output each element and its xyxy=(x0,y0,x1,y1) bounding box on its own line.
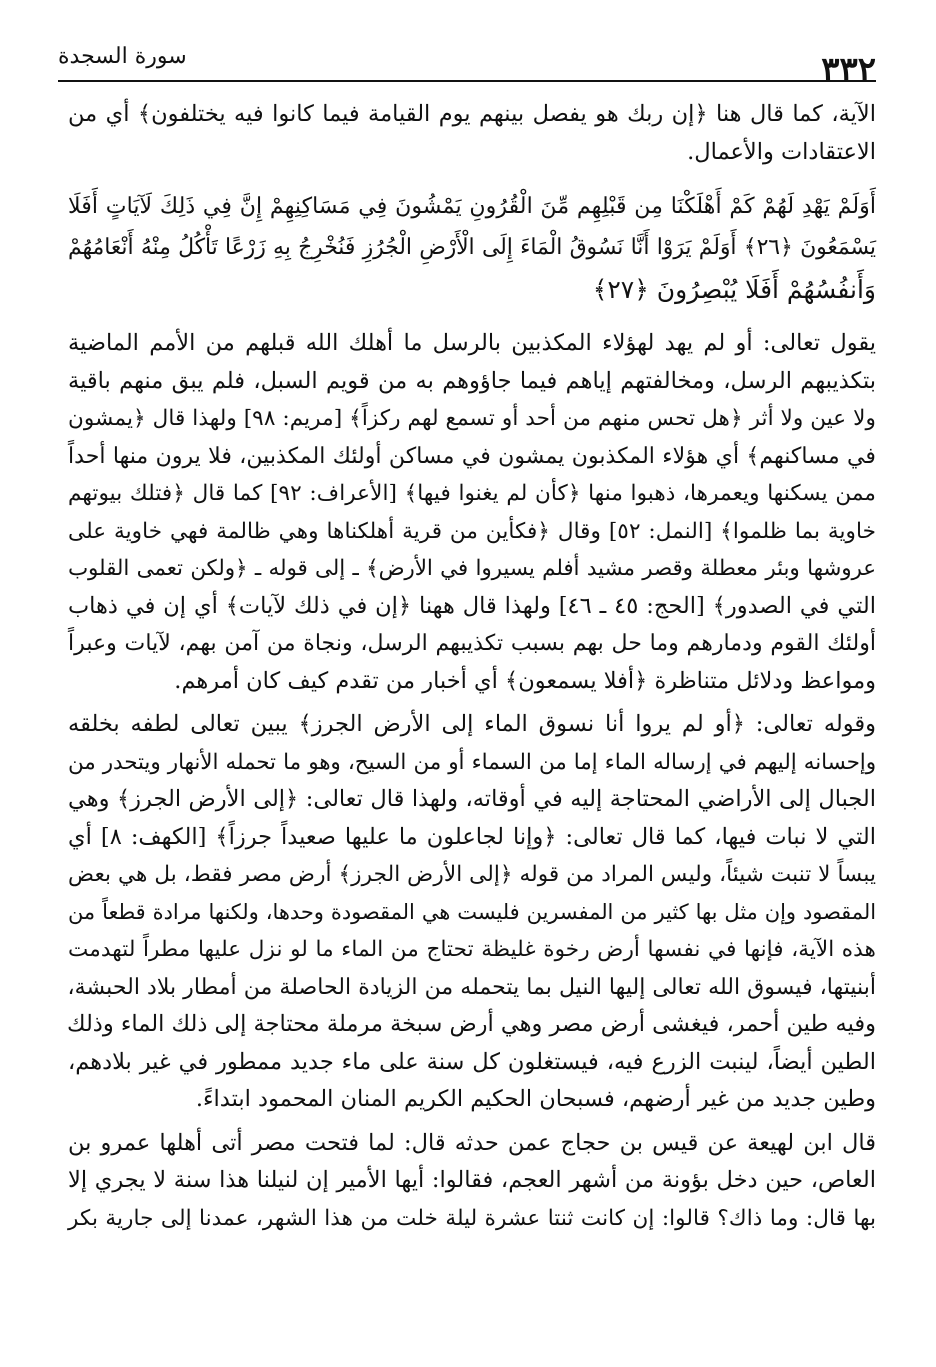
page-body xyxy=(68,96,876,1237)
verse-line: وَأَنفُسُهُمْ أَفَلَا يُبْصِرُونَ ﴿٢٧﴾ xyxy=(592,275,876,304)
text-line: ولا عين ولا أثر ﴿هل تحس منهم من أحد أو تسمع لهم ركزاً﴾ [مريم: ٩٨] ولهذا قال ﴿يمشون xyxy=(68,406,877,431)
text-line: الطين أيضاً، لينبت الزرع فيه، فيستغلون كل سنة على ماء جديد ممطور في غير بلادهم، xyxy=(68,1048,876,1075)
text-line: ممن يسكنها ويعمرها، ذهبوا منها ﴿كأن لم يغنوا فيها﴾ [الأعراف: ٩٢] كما قال ﴿فتلك بيوتهم xyxy=(68,481,876,506)
text-line: وطين جديد من غير أرضهم، فسبحان الحكيم الكريم المنان المحمود ابتداءً. xyxy=(195,1086,876,1112)
text-line: أولئك القوم ودمارهم وما حل بهم بسبب تكذيبهم الرسل، ونجاة من آمن بهم، لآيات وعبراً xyxy=(68,630,876,656)
verse-line: أَوَلَمْ يَهْدِ لَهُمْ كَمْ أَهْلَكْنَا مِن قَبْلِهِم مِّنَ الْقُرُونِ يَمْشُونَ فِي مَسَاكِنِهِمْ إِنَّ فِي ذَلِكَ لَآيَاتٍ أَفَلَا xyxy=(68,193,876,219)
page-header xyxy=(58,44,876,94)
verse-line: يَسْمَعُونَ ﴿٢٦﴾ أَوَلَمْ يَرَوْا أَنَّا نَسُوقُ الْمَاءَ إِلَى الْأَرْضِ الْجُرُزِ فَنُخْرِجُ بِهِ زَرْعًا تَأْكُلُ مِنْهُ أَنْعَامُهُمْ xyxy=(68,235,876,260)
text-line: في مساكنهم﴾ أي هؤلاء المكذبون يمشون في مساكن أولئك المكذبين، فلا يرون منها أحداً xyxy=(68,442,876,469)
text-line: الاعتقادات والأعمال. xyxy=(687,138,876,165)
text-line: وفيه طين أحمر، فيغشى أرض مصر وهي أرض سبخة مرملة محتاجة إلى ذلك الماء وذلك xyxy=(66,1011,876,1037)
text-line: بتكذيبهم الرسل، ومخالفتهم إياهم فيما جاؤوهم به من قويم السبل، فلم يبق منهم باقية xyxy=(68,367,876,394)
text-line: وإحسانه إليهم في إرساله الماء إما من السماء أو من السيح، وهو ما تحمله الأنهار ويتحدر من xyxy=(68,749,876,775)
quran-verse-block xyxy=(68,185,876,311)
text-line: هذه الآية، فإنها في نفسها أرض رخوة غليظة تحتاج من الماء ما لو نزل عليها مطراً لتهدمت xyxy=(68,937,876,962)
text-line: أبنيتها، فيسوق الله تعالى إليها النيل بما يتحمله من الزيادة الحاصلة من أمطار بلاد الحبشة، xyxy=(67,973,876,1000)
text-line: يقول تعالى: أو لم يهد لهؤلاء المكذبين بالرسل ما أهلك الله قبلهم من الأمم الماضية xyxy=(68,330,876,356)
intro-paragraph xyxy=(68,96,876,171)
text-line: قال ابن لهيعة عن قيس بن حجاج عمن حدثه قال: لما فتحت مصر أتى أهلها عمرو بن xyxy=(68,1129,876,1156)
page-number: ٣٣٢ xyxy=(821,50,876,90)
header-rule xyxy=(58,80,876,82)
text-line: عروشها وبئر معطلة وقصر مشيد أفلم يسيروا في الأرض﴾ ـ إلى قوله ـ ﴿ولكن تعمى القلوب xyxy=(68,556,876,581)
text-line: بها قال: وما ذاك؟ قالوا: إن كانت ثنتا عشرة ليلة خلت من هذا الشهر، عمدنا إلى جارية بكر xyxy=(68,1205,876,1231)
text-line: المقصود وإن مثل بها كثير من المفسرين فليست هي المقصودة وحدها، ولكنها مرادة قطعاً من xyxy=(68,899,876,924)
commentary-paragraph-1 xyxy=(68,325,876,700)
text-line: الآية، كما قال هنا ﴿إن ربك هو يفصل بينهم يوم القيامة فيما كانوا فيه يختلفون﴾ أي من xyxy=(68,101,876,127)
surah-title: سورة السجدة xyxy=(58,44,187,69)
text-line: الجبال إلى الأراضي المحتاجة إليه في أوقاته، ولهذا قال تعالى: ﴿إلى الأرض الجرز﴾ وهي xyxy=(68,786,876,812)
text-line: ومواعظ ودلائل متناظرة ﴿أفلا يسمعون﴾ أي أخبار من تقدم كيف كان أمرهم. xyxy=(174,667,876,694)
commentary-paragraph-2 xyxy=(68,706,876,1119)
text-line: التي في الصدور﴾ [الحج: ٤٥ ـ ٤٦] ولهذا قال ههنا ﴿إن في ذلك لآيات﴾ أي إن في ذهاب xyxy=(68,592,877,619)
text-line: خاوية بما ظلموا﴾ [النمل: ٥٢] وقال ﴿فكأين من قرية أهلكناها وهي ظالمة فهي خاوية على xyxy=(68,518,876,544)
text-line: العاص، حين دخل بؤونة من أشهر العجم، فقالوا: أيها الأمير إن لنيلنا هذا سنة لا يجري إلا xyxy=(68,1167,876,1193)
commentary-paragraph-3 xyxy=(68,1125,876,1238)
text-line: وقوله تعالى: ﴿أو لم يروا أنا نسوق الماء إلى الأرض الجرز﴾ يبين تعالى لطفه بخلقه xyxy=(68,711,876,737)
text-line: يبساً لا تنبت شيئاً، وليس المراد من قوله ﴿إلى الأرض الجرز﴾ أرض مصر فقط، بل هي بعض xyxy=(68,862,876,887)
text-line: التي لا نبات فيها، كما قال تعالى: ﴿وإنا لجاعلون ما عليها صعيداً جرزاً﴾ [الكهف: ٨] أي xyxy=(68,823,877,850)
